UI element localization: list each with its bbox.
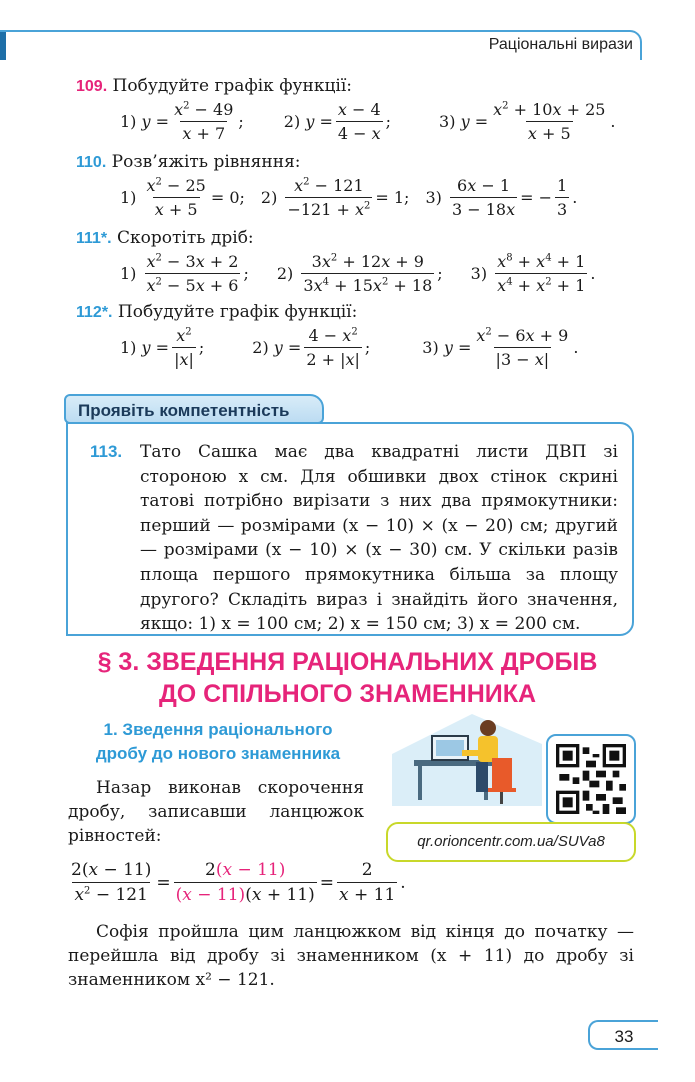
paragraph-sofia: Софія пройшла цим ланцюжком від кінця до початку — перейшла від дробу зі знаменником (x + 11) до дробу зі знаменником x² − 121. — [68, 922, 634, 990]
qr-frame — [546, 734, 636, 824]
task-112 — [76, 302, 357, 322]
subsection-title-line2: дробу до нового знаменника — [95, 744, 341, 763]
task-110 — [76, 152, 301, 172]
task-number: 110. — [76, 154, 107, 171]
page-number: 33 — [588, 1020, 658, 1050]
equation-chain: $\frac{2(x - 11)}{x^2 - 121}$ = $\frac{2(x - 11)}{(x - 11)(x + 11)}$ = $\frac{2}{x + 11}$ . — [71, 860, 406, 905]
task-112-items: 1) y = $\frac{x^2}{|x|}$ ; 2) y = $\frac{4 - x^2}{2 + |x|}$ ; 3) y = $\frac{x^2 - 6x + 9}{|3 - x|}$ . — [120, 326, 579, 369]
competence-tab: Проявіть компетентність — [64, 394, 324, 424]
task-text: Розв’яжіть рівняння: — [111, 152, 301, 172]
section-title-line2: ДО СПІЛЬНОГО ЗНАМЕННИКА — [158, 680, 537, 708]
task-text: Побудуйте графік функції: — [117, 302, 358, 322]
task-111-items: 1) $\frac{x^2 - 3x + 2}{x^2 - 5x + 6}$ ; 2) $\frac{3x^2 + 12x + 9}{3x^4 + 15x^2 + 18}$ ; 3) $\frac{x^8 + x^4 + 1}{x^4 + x^2 + 1}$ . — [120, 252, 596, 295]
paragraph-intro: Назар виконав скорочення дробу, записавши ланцюжок рівностей: — [68, 778, 364, 846]
qr-link[interactable]: qr.orioncentr.com.ua/SUVa8 — [386, 822, 636, 862]
task-number: 112*. — [76, 304, 113, 321]
task-text: Побудуйте графік функції: — [112, 76, 353, 96]
task-113-text: Тато Сашка має два квадратні листи ДВП зі стороною x см. Для обшивки двох стінок скрині татові потрібно вирізати з них два прямокутники: перший — розмірами (x − 10) × (x − 20) см; другий — розмірами (x − 10) × (x − 30) см. У скільки разів площа першого прямокутника більша за площу другого? Складіть вираз і знайдіть його значення, якщо: 1) x = 100 см; 2) x = 150 см; 3) x = 200 см. — [140, 442, 618, 635]
task-number: 109. — [76, 78, 108, 95]
subsection-title-line1: 1. Зведення раціонального — [103, 720, 333, 739]
task-110-items: 1) $\frac{x^2 - 25}{x + 5}$ = 0; 2) $\frac{x^2 - 121}{-121 + x^2}$ = 1; 3) $\frac{6x - 1}{3 - 18x}$ = − $\frac{1}{3}$ . — [120, 176, 578, 219]
task-text: Скоротіть дріб: — [117, 228, 254, 248]
task-109-items: 1) y = $\frac{x^2 - 49}{x + 7}$ ; 2) y = $\frac{x - 4}{4 - x}$ ; 3) y = $\frac{x^2 + 10x + 25}{x + 5}$ . — [120, 100, 616, 143]
task-109 — [76, 76, 352, 96]
qr-code-icon[interactable] — [556, 744, 626, 814]
student-at-computer-illustration — [392, 714, 542, 806]
section-title-line1: § 3. ЗВЕДЕННЯ РАЦІОНАЛЬНИХ ДРОБІВ — [97, 648, 598, 676]
task-number: 111*. — [76, 230, 112, 247]
task-111 — [76, 228, 254, 248]
running-title: Раціональні вирази — [488, 36, 633, 53]
task-number-113: 113. — [90, 442, 123, 461]
